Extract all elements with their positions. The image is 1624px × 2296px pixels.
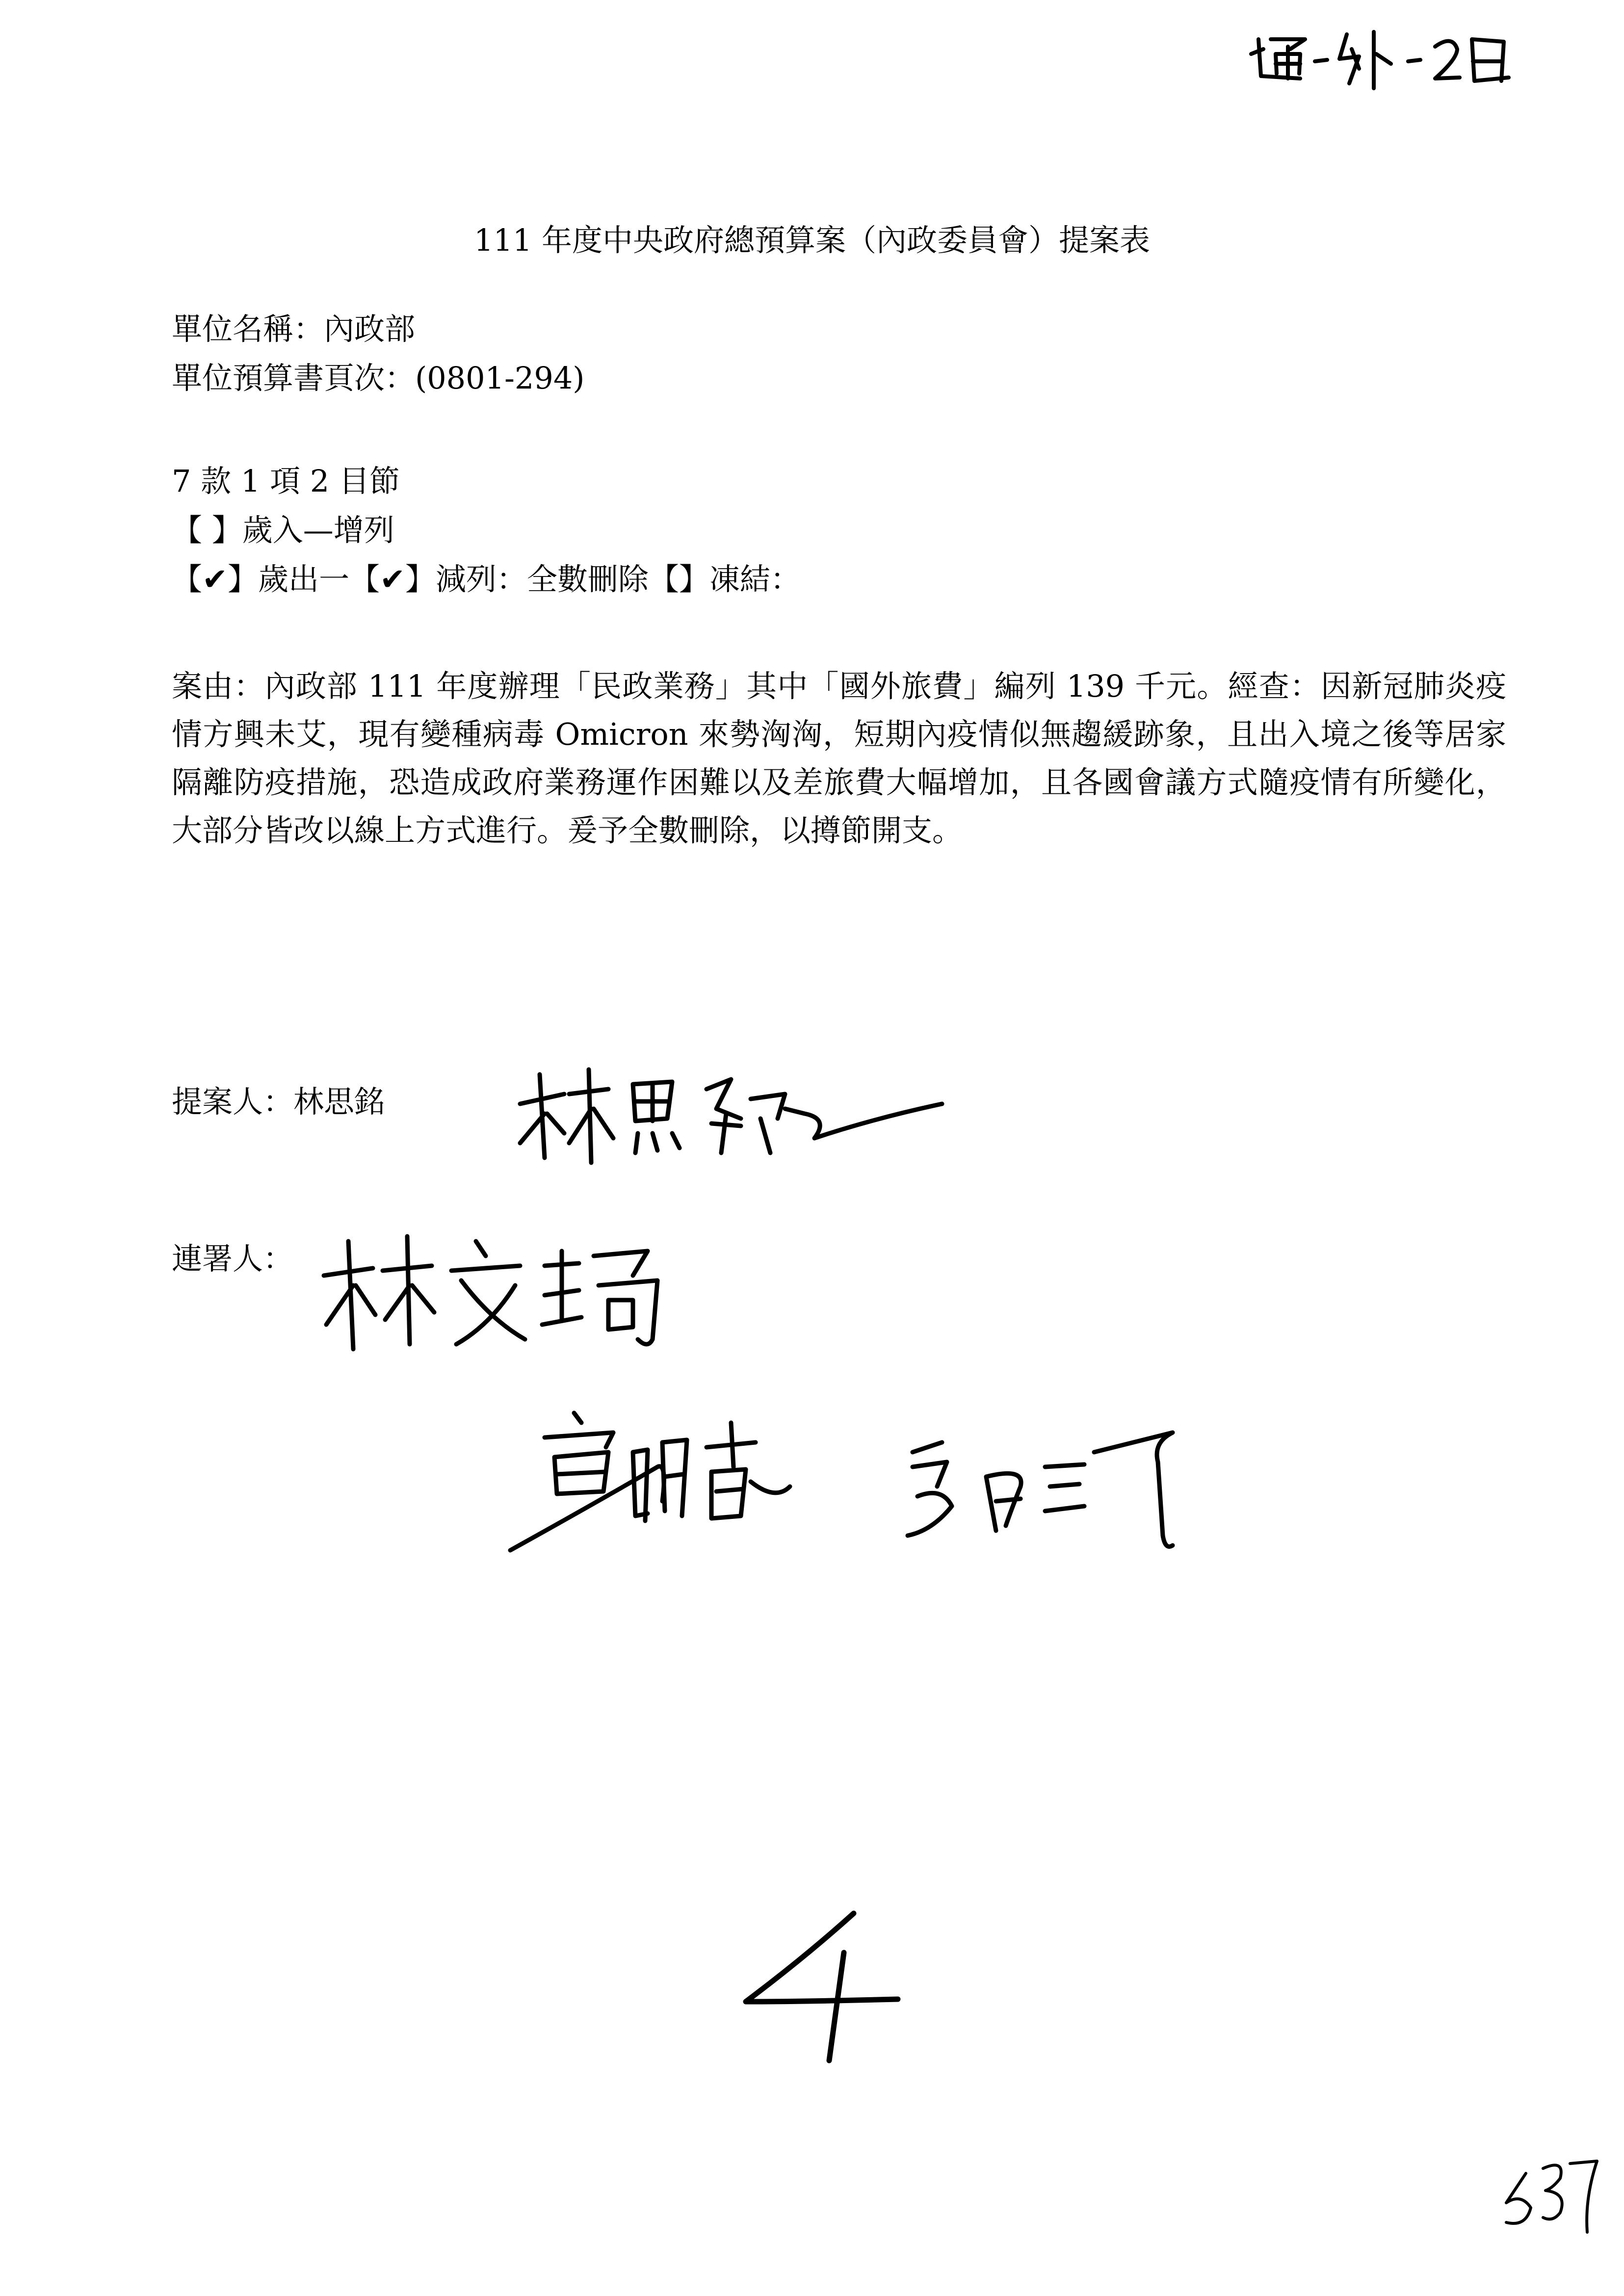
cosigner-signature-1: [314, 1222, 667, 1369]
unit-name: 單位名稱：內政部: [172, 311, 416, 347]
proposal-reason: 案由：內政部 111 年度辦理「民政業務」其中「國外旅費」編列 139 千元。經查：因新冠肺炎疫情方興未艾，現有變種病毒 Omicron 來勢洶洶，短期內疫情似無趨緩跡象，且出入境之後等居家隔離防疫措施，恐造成政府業務運作困難以及差旅費大幅增加，且各國會議方式隨疫情有所變化，大部分皆改以線上方式進行。爰予全數刪除，以撙節開支。: [172, 668, 1506, 848]
unit-budget-page: 單位預算書頁次：(0801-294): [172, 360, 585, 396]
handwritten-number: [731, 1904, 908, 2070]
cosigner-signature-2: [500, 1393, 844, 1560]
handwritten-code-stamp: [1241, 20, 1516, 93]
proposer-label: 提案人：林思銘: [172, 1084, 385, 1120]
expenditure-option: 【✔】歲出一【✔】減列：全數刪除【】凍結：: [172, 561, 801, 597]
cosigner-label: 連署人：: [172, 1241, 294, 1277]
document-title: 111 年度中央政府總預算案（內政委員會）提案表: [473, 222, 1151, 258]
revenue-option: 【 】歲入—增列: [172, 512, 394, 548]
item-section: 7 款 1 項 2 目節: [172, 463, 400, 499]
cosigner-signature-3: [898, 1413, 1202, 1560]
proposer-signature: [510, 1060, 952, 1182]
page-corner-number: [1496, 2149, 1604, 2242]
